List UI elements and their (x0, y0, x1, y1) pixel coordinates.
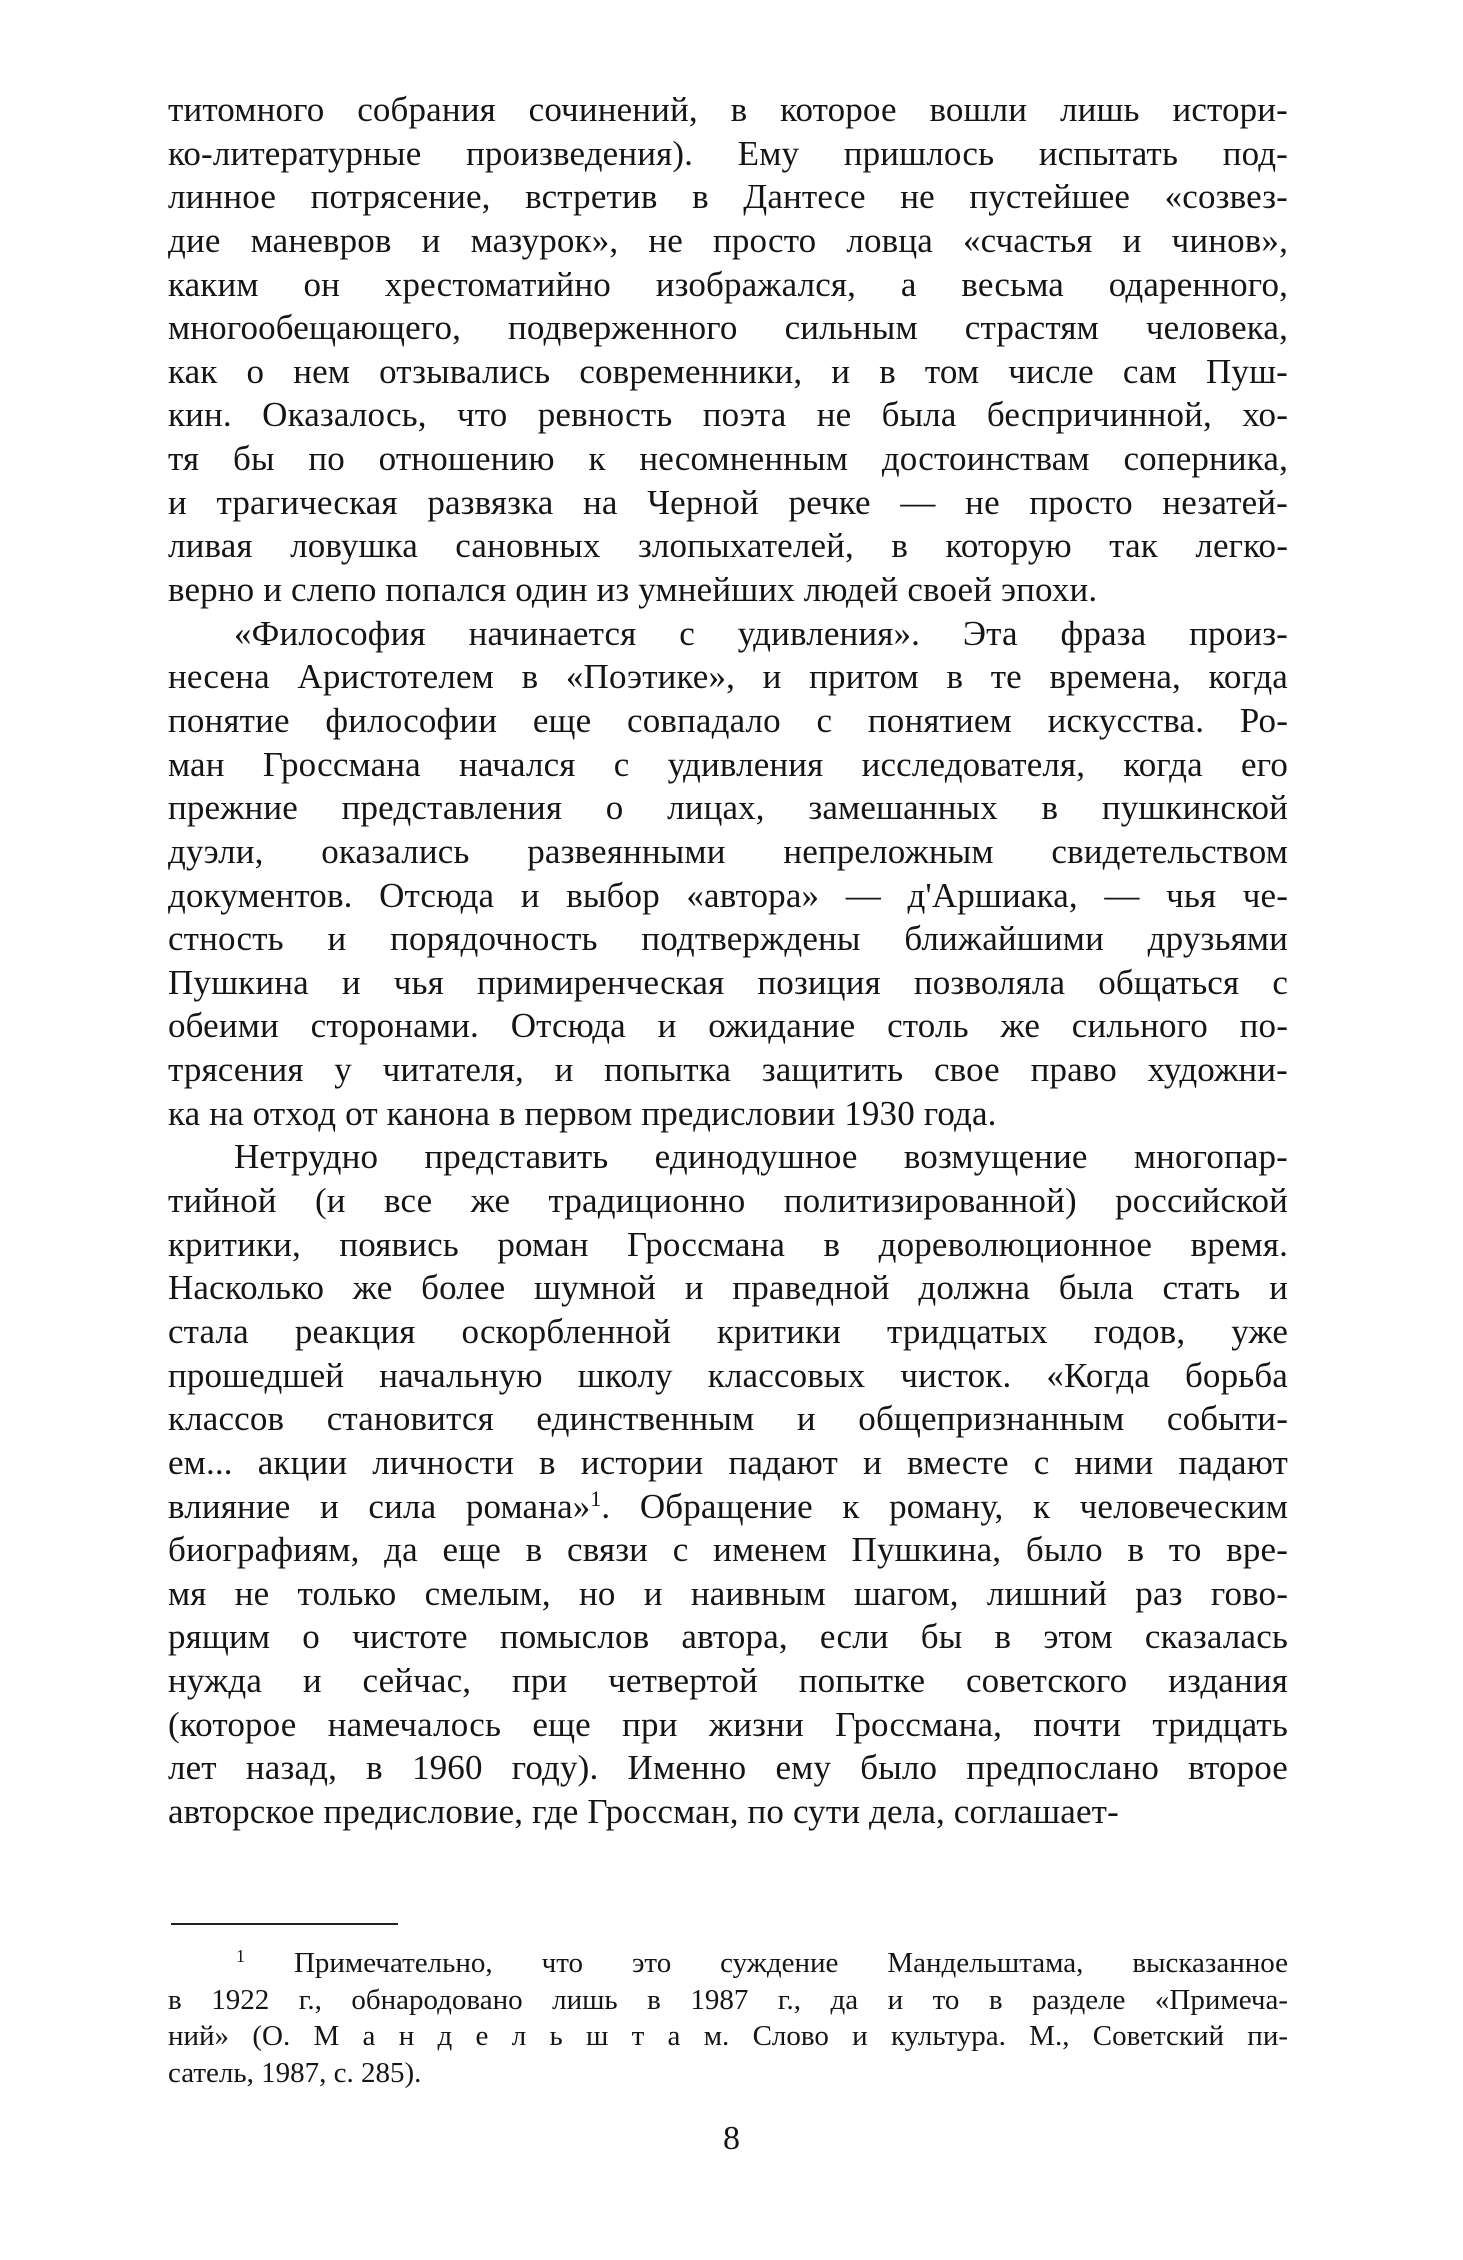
text-line (168, 393, 1288, 437)
text-line (168, 612, 1288, 656)
text-line (168, 874, 1288, 918)
text-line (168, 175, 1288, 219)
text-line (168, 743, 1288, 787)
text-line (168, 1223, 1288, 1267)
text-line (168, 350, 1288, 394)
line-text: каким он хрестоматийно изображался, а весьма одаренного, (168, 264, 1288, 304)
line-text: лет назад, в 1960 году). Именно ему было предпослано второе (168, 1748, 1288, 1788)
text-line (168, 830, 1288, 874)
text-line (168, 1441, 1288, 1485)
text-line (168, 1179, 1288, 1223)
text-line (168, 1135, 1288, 1179)
footnote-separator (171, 1923, 398, 1925)
text-line (168, 1659, 1288, 1703)
line-text: классов становится единственным и общепризнанным событи- (168, 1399, 1288, 1439)
text-line (168, 263, 1288, 307)
line-text: дие маневров и мазурок», не просто ловца «счастья и чинов», (168, 220, 1288, 260)
line-text: мя не только смелым, но и наивным шагом, лишний раз гово- (168, 1573, 1288, 1613)
text-line (168, 306, 1288, 350)
page-number: 8 (723, 2120, 740, 2157)
line-text: биографиям, да еще в связи с именем Пушкина, было в то вре- (168, 1530, 1288, 1570)
line-text: многообещающего, подверженного сильным страстям человека, (168, 308, 1288, 348)
line-text: документов. Отсюда и выбор «автора» — д'Аршиака, — чья че- (168, 875, 1288, 915)
text-line (168, 1397, 1288, 1441)
line-text: прежние представления о лицах, замешанных в пушкинской (168, 788, 1288, 828)
line-text: ний» (О. М а н д е л ь ш т а м. Слово и культура. М., Советский пи- (168, 2020, 1288, 2052)
footnote-line (168, 1982, 1288, 2019)
text-line (168, 1310, 1288, 1354)
line-text: тя бы по отношению к несомненным достоинствам соперника, (168, 439, 1288, 479)
line-text: критики, появись роман Гроссмана в дореволюционное время. (168, 1224, 1288, 1264)
footnote-marker: 1 (236, 1946, 245, 1967)
line-text-continued: . Обращение к роману, к человеческим (601, 1486, 1288, 1526)
line-text: дуэли, оказались развеянными непреложным свидетельством (168, 831, 1288, 871)
text-line (168, 219, 1288, 263)
text-line (168, 961, 1288, 1005)
line-text: Насколько же более шумной и праведной должна была стать и (168, 1268, 1288, 1308)
line-text: ман Гроссмана начался с удивления исследователя, когда его (168, 744, 1288, 784)
text-line (168, 524, 1288, 568)
text-line (168, 1354, 1288, 1398)
line-text: Примечательно, что это суждение Мандельштама, высказанное (244, 1947, 1288, 1979)
footnote-line (168, 2055, 1288, 2092)
text-line (168, 568, 1288, 612)
text-line (168, 1572, 1288, 1616)
text-line (168, 132, 1288, 176)
text-line (168, 1746, 1288, 1790)
line-text: ливая ловушка сановных злопыхателей, в которую так легко- (168, 526, 1288, 566)
text-line (168, 1790, 1288, 1834)
text-line (168, 1485, 1288, 1529)
line-text: титомного собрания сочинений, в которое вошли лишь истори- (168, 90, 1288, 129)
line-text: влияние и сила романа» (168, 1486, 591, 1526)
line-text: как о нем отзывались современники, и в том числе сам Пуш- (168, 351, 1288, 391)
text-line (168, 1703, 1288, 1747)
line-text: стность и порядочность подтверждены ближайшими друзьями (168, 919, 1288, 959)
text-line (168, 1528, 1288, 1572)
line-text: тийной (и все же традиционно политизированной) российской (168, 1181, 1288, 1221)
line-text: ко-литературные произведения). Ему пришлось испытать под- (168, 133, 1288, 173)
line-text: сатель, 1987, с. 285). (168, 2056, 422, 2089)
line-text: понятие философии еще совпадало с понятием искусства. Ро- (168, 700, 1288, 740)
line-text: ем... акции личности в истории падают и вместе с ними падают (168, 1442, 1288, 1482)
footnote-line (168, 2018, 1288, 2055)
line-text: прошедшей начальную школу классовых чисток. «Когда борьба (168, 1355, 1288, 1395)
line-text: рящим о чистоте помыслов автора, если бы в этом сказалась (168, 1617, 1288, 1657)
line-text: ка на отход от канона в первом предисловии 1930 года. (168, 1093, 997, 1133)
line-text: линное потрясение, встретив в Дантесе не пустейшее «созвез- (168, 177, 1288, 217)
line-text: нужда и сейчас, при четвертой попытке советского издания (168, 1661, 1288, 1701)
text-line (168, 917, 1288, 961)
line-text: и трагическая развязка на Черной речке — не просто незатей- (168, 482, 1288, 522)
text-line (168, 481, 1288, 525)
line-text: трясения у читателя, и попытка защитить свое право художни- (168, 1050, 1288, 1090)
line-text: верно и слепо попался один из умнейших людей своей эпохи. (168, 570, 1098, 610)
footnote-reference: 1 (590, 1486, 602, 1511)
text-line (168, 1004, 1288, 1048)
footnote-line (168, 1945, 1288, 1982)
text-line (168, 786, 1288, 830)
line-text: Пушкина и чья примиренческая позиция позволяла общаться с (168, 962, 1288, 1002)
line-text: в 1922 г., обнародовано лишь в 1987 г., да и то в разделе «Примеча- (168, 1983, 1288, 2016)
line-text: авторское предисловие, где Гроссман, по сути дела, соглашает- (168, 1791, 1119, 1831)
text-line (168, 437, 1288, 481)
line-text: Нетрудно представить единодушное возмущение многопар- (234, 1137, 1288, 1177)
text-line (168, 1048, 1288, 1092)
text-line (168, 88, 1288, 132)
footnote (168, 1945, 1288, 2091)
text-line (168, 699, 1288, 743)
line-text: кин. Оказалось, что ревность поэта не была беспричинной, хо- (168, 395, 1288, 435)
text-line (168, 1615, 1288, 1659)
line-text: (которое намечалось еще при жизни Гроссмана, почти тридцать (168, 1704, 1288, 1744)
line-text: стала реакция оскорбленной критики тридцатых годов, уже (168, 1311, 1288, 1351)
body-text (168, 88, 1288, 1834)
line-text: «Философия начинается с удивления». Эта фраза произ- (234, 613, 1288, 653)
text-line (168, 655, 1288, 699)
line-text: обеими сторонами. Отсюда и ожидание столь же сильного по- (168, 1006, 1288, 1046)
text-line (168, 1266, 1288, 1310)
text-line (168, 1092, 1288, 1136)
line-text: несена Аристотелем в «Поэтике», и притом в те времена, когда (168, 657, 1288, 697)
